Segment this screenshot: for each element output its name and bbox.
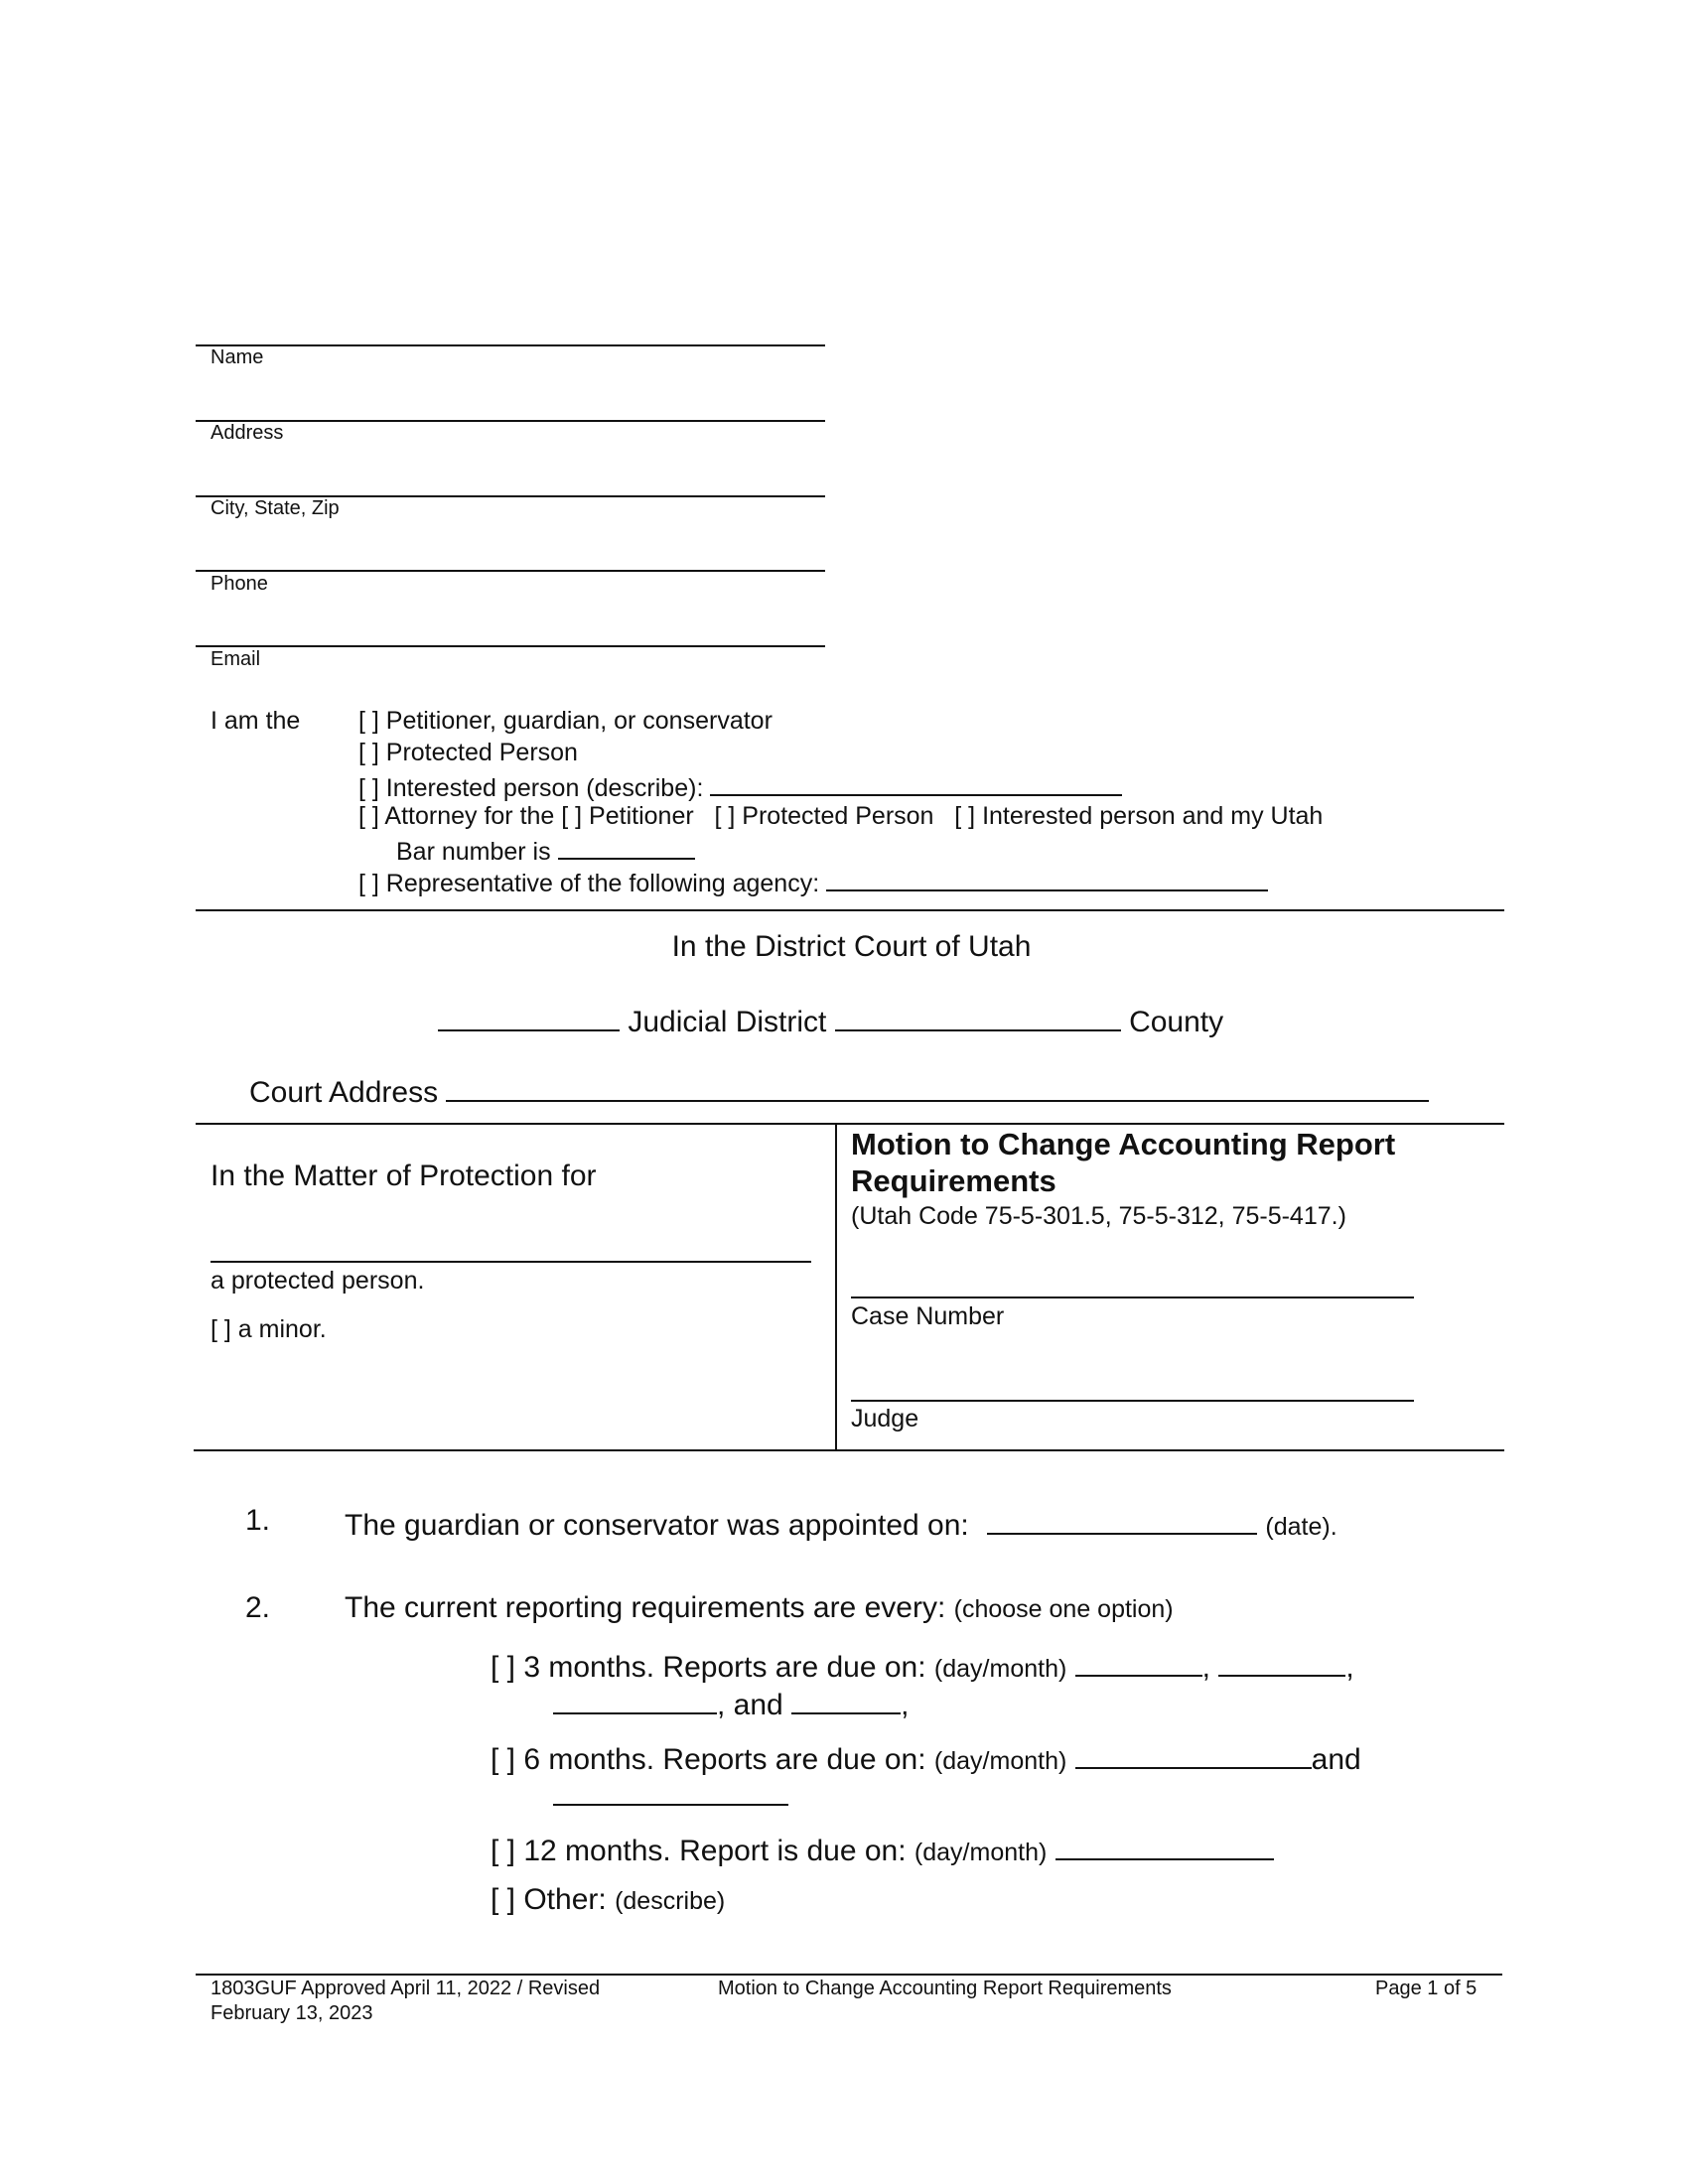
item1-text: The guardian or conservator was appointed on: [345, 1509, 969, 1542]
protected-person-label: a protected person. [211, 1267, 425, 1295]
judge-label: Judge [851, 1405, 919, 1433]
document-title-line2: Requirements [851, 1163, 1056, 1198]
describe-blank[interactable] [710, 769, 1122, 796]
email-label: Email [211, 648, 261, 670]
option-other[interactable] [491, 1882, 725, 1918]
footer-page-number: Page 1 of 5 [1375, 1978, 1477, 1999]
option-3-and: , and [717, 1689, 783, 1721]
court-address-blank[interactable] [446, 1070, 1429, 1102]
due-date-1-blank[interactable] [1075, 1645, 1202, 1677]
caption-top-line [196, 1123, 1504, 1125]
name-line[interactable] [196, 344, 825, 346]
matter-label: In the Matter of Protection for [211, 1160, 597, 1192]
name-label: Name [211, 346, 264, 368]
item1-suffix: (date). [1265, 1513, 1337, 1541]
address-line[interactable] [196, 420, 825, 422]
address-label: Address [211, 422, 284, 444]
option-3-continued: , and , [553, 1683, 909, 1723]
option-6-months[interactable] [491, 1737, 1361, 1778]
option-agency[interactable] [358, 865, 1268, 898]
item2-text: The current reporting requirements are every: [345, 1591, 946, 1624]
county-label: County [1129, 1006, 1224, 1038]
agency-blank[interactable] [826, 865, 1268, 891]
item2-hint: (choose one option) [953, 1595, 1174, 1623]
option-protected-person[interactable]: [ ] Protected Person [358, 739, 578, 766]
judicial-district-label: Judicial District [628, 1006, 827, 1038]
due-date-12-blank[interactable] [1055, 1829, 1274, 1860]
court-address-label: Court Address [249, 1076, 439, 1109]
option-3-hint: (day/month) [933, 1655, 1067, 1683]
court-address-row [249, 1070, 1429, 1111]
option-12-hint: (day/month) [914, 1839, 1048, 1866]
divider [196, 909, 1504, 911]
district-blank[interactable] [438, 1000, 620, 1031]
phone-line[interactable] [196, 570, 825, 572]
option-attorney[interactable]: [ ] Attorney for the [ ] Petitioner [ ] Protected Person [ ] Interested person and my Utah [358, 802, 1324, 830]
case-number-label: Case Number [851, 1302, 1005, 1330]
footer-form-id-line2: February 13, 2023 [211, 2002, 373, 2024]
phone-label: Phone [211, 573, 268, 595]
appointed-date-blank[interactable] [987, 1503, 1257, 1535]
court-heading: In the District Court of Utah [671, 930, 1032, 963]
minor-checkbox[interactable]: [ ] a minor. [211, 1315, 327, 1343]
option-other-hint: (describe) [615, 1887, 726, 1915]
option-6-label: [ ] 6 months. Reports are due on: [491, 1743, 926, 1776]
item1-number: 1. [245, 1504, 271, 1537]
case-number-line[interactable] [851, 1297, 1414, 1298]
county-blank[interactable] [835, 1000, 1121, 1031]
option-12-months[interactable] [491, 1829, 1274, 1869]
footer-form-title: Motion to Change Accounting Report Requirements [718, 1978, 1172, 1999]
caption-bottom-line [194, 1449, 1504, 1451]
email-line[interactable] [196, 645, 825, 647]
protected-person-name-line[interactable] [211, 1261, 811, 1263]
option-12-label: [ ] 12 months. Report is due on: [491, 1835, 907, 1867]
item2-number: 2. [245, 1591, 271, 1624]
option-agency-label: [ ] Representative of the following agency: [358, 870, 820, 897]
district-county-row [438, 1000, 1223, 1040]
option-other-label: [ ] Other: [491, 1883, 607, 1916]
option-petitioner[interactable]: [ ] Petitioner, guardian, or conservator [358, 707, 773, 735]
item2 [345, 1590, 1174, 1626]
due-date-4-blank[interactable] [791, 1683, 901, 1714]
option-6-hint: (day/month) [933, 1747, 1067, 1775]
party-intro: I am the [211, 707, 301, 735]
footer-form-id-line1: 1803GUF Approved April 11, 2022 / Revised [211, 1978, 601, 1999]
judge-line[interactable] [851, 1400, 1414, 1402]
due-date-2-blank[interactable] [1218, 1645, 1345, 1677]
option-6-and: and [1311, 1743, 1361, 1776]
caption-divider [835, 1124, 837, 1450]
statute-citation: (Utah Code 75-5-301.5, 75-5-312, 75-5-417.) [851, 1202, 1346, 1230]
due-date-3-blank[interactable] [553, 1683, 717, 1714]
bar-number [396, 833, 695, 867]
bar-number-label: Bar number is [396, 838, 551, 866]
option-interested-label: [ ] Interested person (describe): [358, 774, 704, 802]
option-3-months[interactable]: [ ] 3 months. Reports are due on: (day/month) , , [491, 1645, 1354, 1686]
city-state-zip-label: City, State, Zip [211, 497, 340, 519]
footer-line [196, 1974, 1502, 1976]
option-interested-person[interactable] [358, 769, 1122, 803]
item1 [345, 1503, 1337, 1544]
due-date-6b-blank[interactable] [553, 1804, 788, 1806]
option-3-label: [ ] 3 months. Reports are due on: [491, 1651, 926, 1684]
due-date-6a-blank[interactable] [1075, 1737, 1312, 1769]
document-title-line1: Motion to Change Accounting Report [851, 1127, 1396, 1161]
bar-number-blank[interactable] [558, 833, 695, 860]
